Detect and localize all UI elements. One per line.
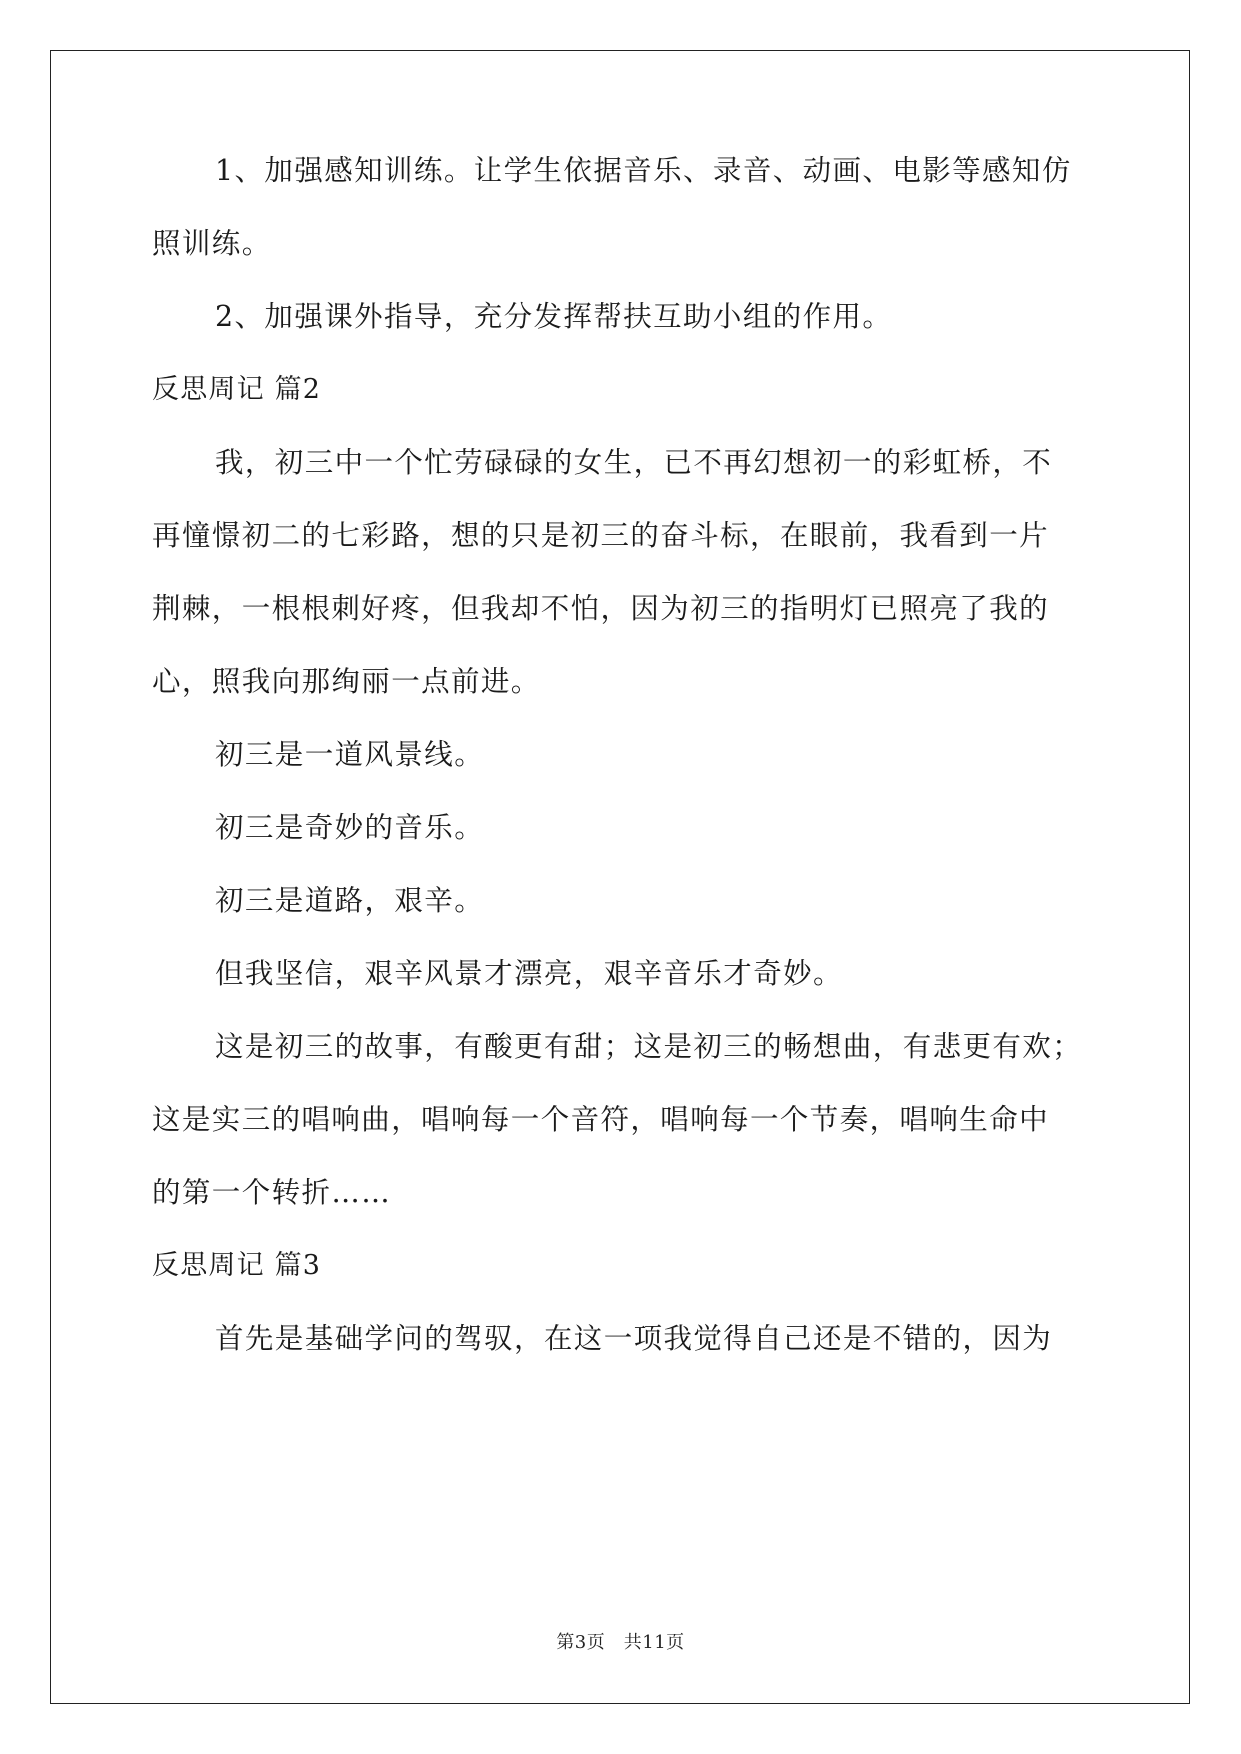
paragraph-line: 心，照我向那绚丽一点前进。 (152, 665, 541, 698)
section-heading: 反思周记 篇2 (152, 374, 322, 405)
paragraph-line: 的第一个转折…… (152, 1176, 392, 1209)
page-number: 第3页 共11页 (556, 1632, 685, 1653)
paragraph-line: 再憧憬初二的七彩路，想的只是初三的奋斗标，在眼前，我看到一片 (152, 519, 1050, 552)
paragraph-line: 照训练。 (152, 227, 272, 260)
paragraph-line: 荆棘，一根根刺好疼，但我却不怕，因为初三的指明灯已照亮了我的 (152, 592, 1050, 625)
paragraph-line: 初三是道路，艰辛。 (215, 884, 485, 917)
paragraph-line: 这是初三的故事，有酸更有甜；这是初三的畅想曲，有悲更有欢； (215, 1030, 1083, 1063)
section-heading: 反思周记 篇3 (152, 1250, 322, 1281)
paragraph-line: 但我坚信，艰辛风景才漂亮，艰辛音乐才奇妙。 (215, 957, 843, 990)
paragraph-line: 1、加强感知训练。让学生依据音乐、录音、动画、电影等感知仿 (215, 154, 1072, 187)
paragraph-line: 首先是基础学问的驾驭，在这一项我觉得自己还是不错的，因为 (215, 1322, 1053, 1355)
paragraph-line: 初三是一道风景线。 (215, 738, 485, 771)
paragraph-line: 初三是奇妙的音乐。 (215, 811, 485, 844)
paragraph-line: 这是实三的唱响曲，唱响每一个音符，唱响每一个节奏，唱响生命中 (152, 1103, 1050, 1136)
paragraph-line: 2、加强课外指导，充分发挥帮扶互助小组的作用。 (215, 300, 893, 333)
paragraph-line: 我，初三中一个忙劳碌碌的女生，已不再幻想初一的彩虹桥，不 (215, 446, 1053, 479)
